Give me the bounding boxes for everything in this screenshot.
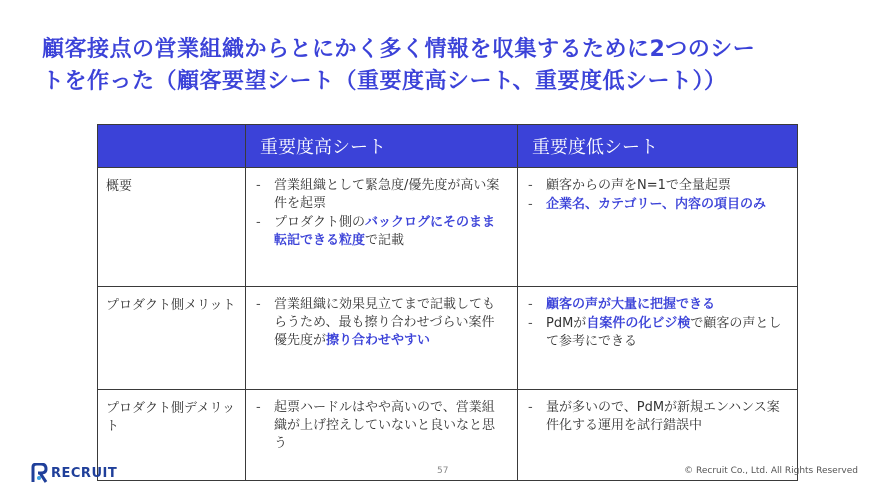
cell-high-priority [246,390,518,481]
bullet-text: 顧客からの声をN=1で全量起票 [546,178,731,193]
bullet-item [528,315,785,351]
recruit-logo-icon [30,463,48,483]
table-header-high-priority: 重要度高シート [246,125,518,168]
bullet-item [256,296,505,350]
bullet-dash: - [528,316,533,331]
slide-title-line-1: 顧客接点の営業組織からとにかく多く情報を収集するために2つのシー [42,37,756,62]
row-label: プロダクト側メリット [98,287,246,390]
bullet-dash: - [528,178,533,193]
table-row [98,168,798,287]
bullet-item [256,177,505,213]
table-row [98,287,798,390]
highlight-text: 擦り合わせやすい [326,333,431,348]
table-header-corner [98,125,246,168]
bullet-text: で顧客の声として参考にできる [546,316,782,349]
table-header-row [98,125,798,168]
bullet-text: 起票ハードルはやや高いので、営業組織が上げ控えしていないと良いなと思う [274,400,496,451]
bullet-dash: - [528,400,533,415]
bullet-dash: - [528,197,533,212]
bullet-text: プロダクト側の [274,215,366,230]
highlight-text: 企業名、カテゴリー、内容の項目のみ [546,197,766,212]
slide-title [42,34,862,98]
recruit-logo [30,462,117,484]
recruit-logo-text: RECRUIT [51,465,118,481]
slide-title-line-2: トを作った（顧客要望シート（重要度高シート、重要度低シート）） [42,69,727,94]
page-number: 57 [437,466,449,476]
bullet-dash: - [256,400,261,415]
row-label: 概要 [98,168,246,287]
cell-high-priority [246,168,518,287]
bullet-item [528,177,785,195]
highlight-text: 顧客の声が大量に把握できる [546,297,716,312]
bullet-text: 営業組織として緊急度/優先度が高い案件を起票 [274,178,500,211]
bullet-dash: - [256,215,261,230]
copyright: © Recruit Co., Ltd. All Rights Reserved [684,466,858,476]
bullet-dash: - [256,178,261,193]
bullet-item [256,399,505,453]
bullet-text: で記載 [365,233,405,248]
cell-low-priority [518,168,798,287]
bullet-item [528,399,785,435]
bullet-item [528,296,785,314]
bullet-text: PdMが [546,316,587,331]
bullet-dash: - [256,297,261,312]
highlight-text: バックログにそのまま転記できる粒度 [274,215,496,248]
bullet-text: 営業組織に効果見立てまで記載してもらうため、最も擦り合わせづらい案件優先度が [274,297,496,348]
highlight-text: 自案件の化ビジ検 [586,316,691,331]
bullet-item [528,196,785,214]
cell-high-priority [246,287,518,390]
cell-low-priority [518,287,798,390]
bullet-dash: - [528,297,533,312]
bullet-text: 量が多いので、PdMが新規エンハンス案件化する運用を試行錯誤中 [546,400,780,433]
bullet-item [256,214,505,250]
table-header-low-priority: 重要度低シート [518,125,798,168]
row-label: プロダクト側デメリット [98,390,246,481]
comparison-table [97,124,798,481]
